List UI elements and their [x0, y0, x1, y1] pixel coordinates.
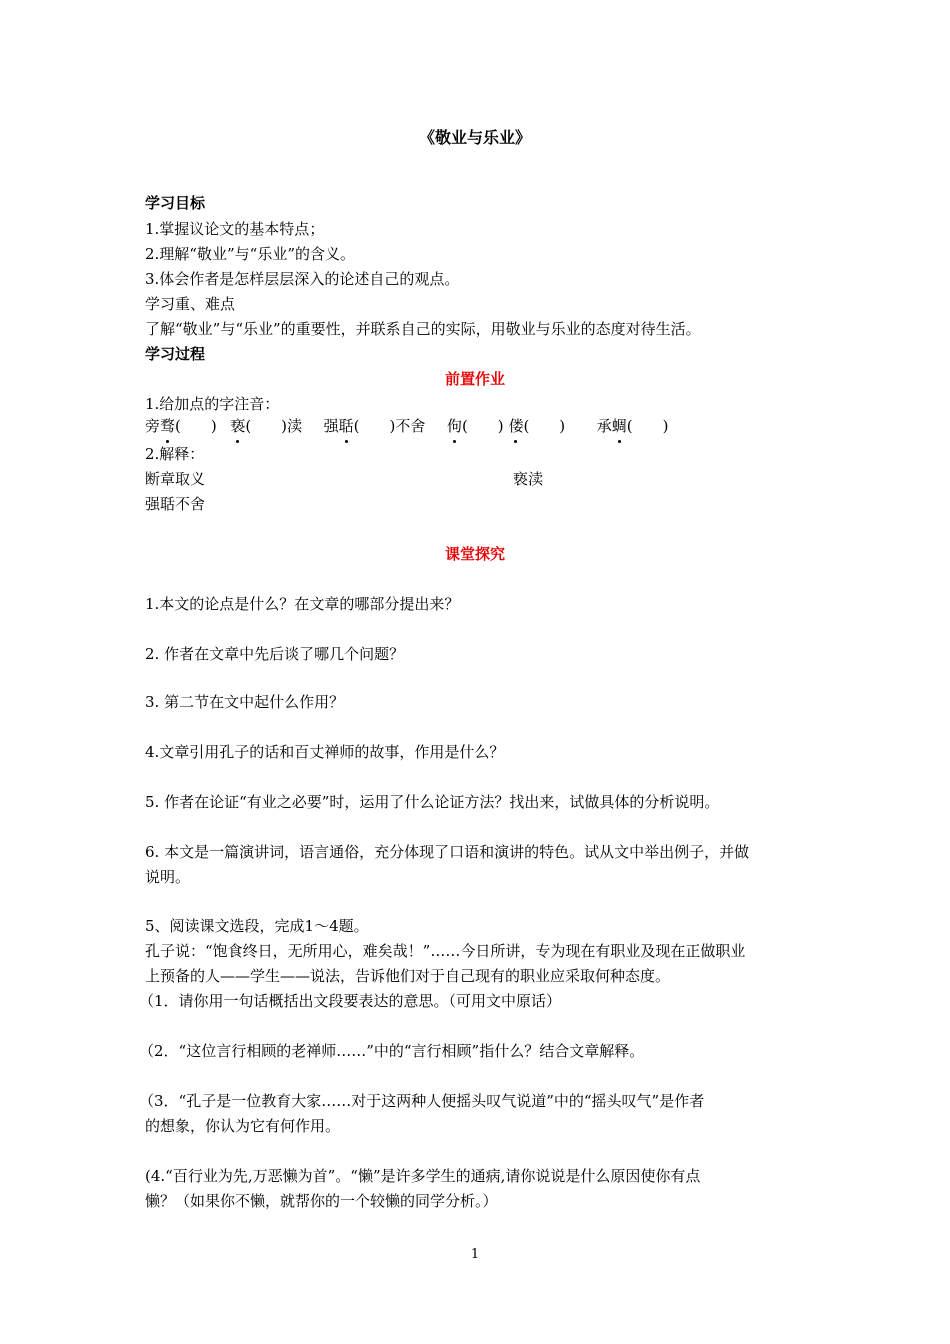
explain-question: 2.解释：	[145, 445, 205, 463]
inquiry-question-4: 4.文章引用孔子的话和百丈禅师的故事，作用是什么？	[145, 743, 505, 761]
inquiry-question-3: 3. 第二节在文中起什么作用？	[145, 693, 345, 711]
reading-sub-question-2: （2．“这位言行相顾的老禅师……”中的“言行相顾”指什么？结合文章解释。	[139, 1042, 645, 1060]
key-points-heading: 学习重、难点	[145, 295, 236, 313]
preview-heading: 前置作业	[444, 370, 505, 388]
key-points-text: 了解“敬业”与“乐业”的重要性，并联系自己的实际，用敬业与乐业的态度对待生活。	[145, 320, 701, 338]
inquiry-heading: 课堂探究	[444, 545, 505, 563]
pinyin-item: 亵( )渎	[230, 417, 302, 435]
reading-sub-question-3: （3．“孔子是一位教育大家……对于这两种人便摇头叹气说道”中的“摇头叹气”是作者	[139, 1092, 705, 1110]
reading-sub-question-1: （1．请你用一句话概括出文段要表达的意思。（可用文中原话）	[139, 992, 562, 1010]
reading-sub-question-4-cont: 懒？（如果你不懒，就帮你的一个较懒的同学分析。）	[145, 1192, 498, 1210]
objective-item-2: 2.理解“敬业”与“乐业”的含义。	[145, 245, 355, 263]
pinyin-items-row	[145, 414, 815, 439]
pinyin-question: 1.给加点的字注音：	[145, 395, 280, 413]
pinyin-item: 承蜩( )	[597, 417, 669, 435]
reading-sub-question-4: (4.“百行业为先,万恶懒为首”。“懒”是许多学生的通病,请你说说是什么原因使你有点	[145, 1167, 701, 1185]
inquiry-question-5: 5. 作者在论证“有业之必要”时，运用了什么论证方法？找出来，试做具体的分析说明。	[145, 793, 720, 811]
pinyin-item: 旁骛( )	[145, 417, 217, 435]
objectives-heading: 学习目标	[145, 194, 206, 212]
inquiry-question-6-cont: 说明。	[145, 868, 191, 886]
inquiry-question-6: 6. 本文是一篇演讲词，语言通俗，充分体现了口语和演讲的特色。试从文中举出例子，并做	[145, 843, 750, 861]
reading-passage: 孔子说：“饱食终日，无所用心，难矣哉！”……今日所讲，专为现在有职业及现在正做职业	[145, 942, 746, 960]
explain-term-1: 断章取义	[145, 470, 206, 488]
pinyin-item: 强聒( )不舍	[324, 417, 426, 435]
pinyin-item: 偻( )	[508, 417, 565, 435]
pinyin-item: 佝( )	[447, 417, 504, 435]
objective-item-1: 1.掌握议论文的基本特点；	[145, 220, 325, 238]
inquiry-question-1: 1.本文的论点是什么？在文章的哪部分提出来？	[145, 595, 460, 613]
reading-passage-cont: 上预备的人——学生——说法，告诉他们对于自己现有的职业应采取何种态度。	[145, 967, 671, 985]
objective-item-3: 3.体会作者是怎样层层深入的论述自己的观点。	[145, 270, 460, 288]
inquiry-question-2: 2. 作者在文章中先后谈了哪几个问题？	[145, 645, 405, 663]
reading-intro: 5、阅读课文选段，完成1～4题。	[145, 917, 369, 935]
process-heading: 学习过程	[145, 345, 206, 363]
document-title: 《敬业与乐业》	[418, 128, 531, 147]
explain-term-2: 亵渎	[513, 470, 544, 488]
reading-sub-question-3-cont: 的想象，你认为它有何作用。	[145, 1117, 341, 1135]
page-number: 1	[470, 1247, 480, 1262]
explain-term-3: 强聒不舍	[145, 495, 206, 513]
